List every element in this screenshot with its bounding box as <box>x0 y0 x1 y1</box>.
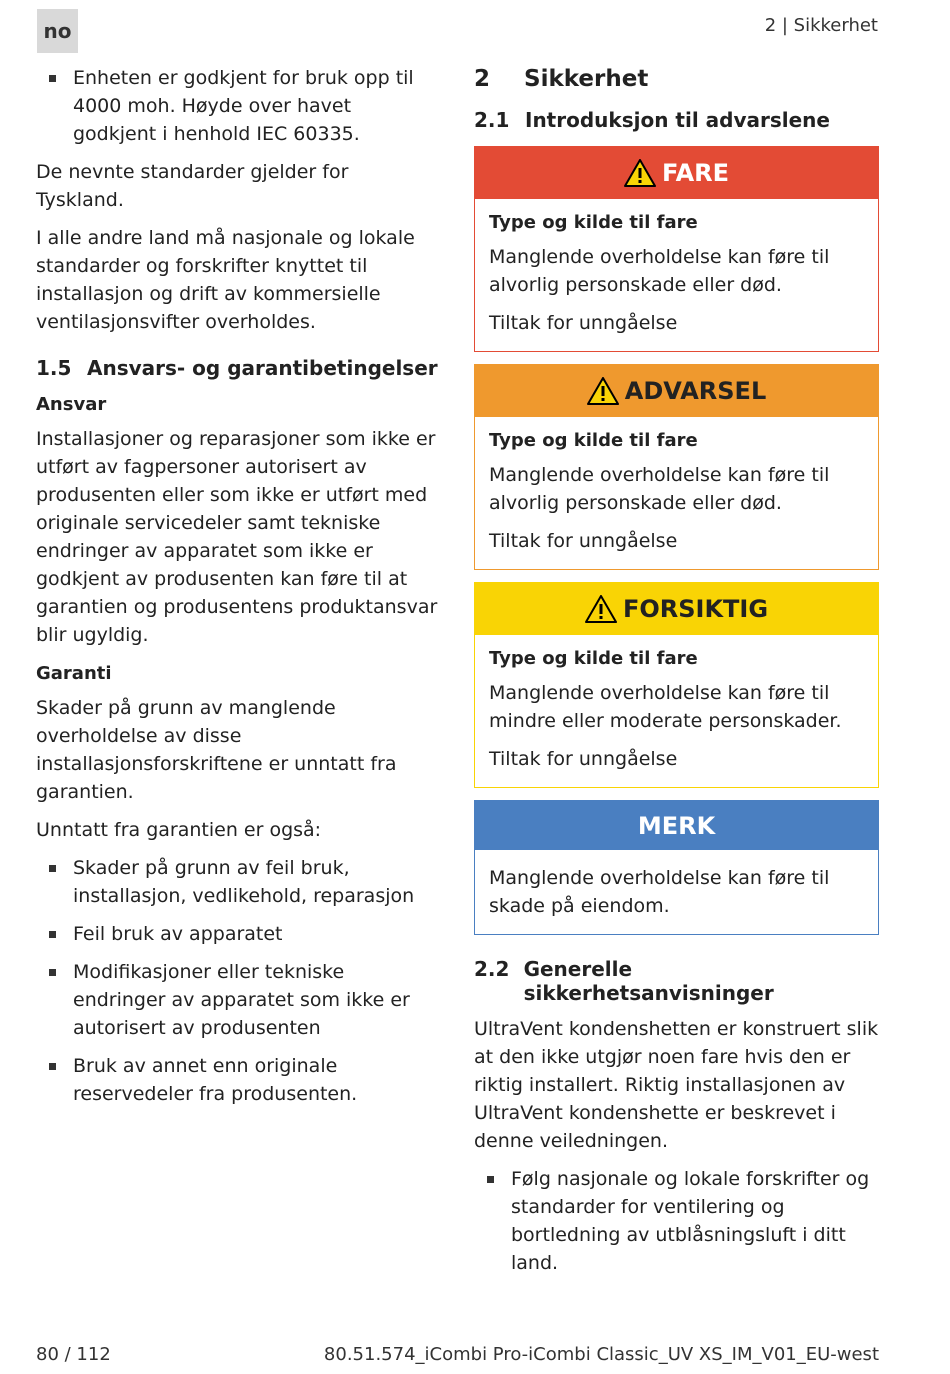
chapter-number: 2 <box>474 66 491 92</box>
warning-box-advarsel <box>474 364 879 570</box>
warning-body <box>475 199 878 351</box>
warning-triangle-icon <box>587 377 619 405</box>
document-id: 80.51.574_iCombi Pro-iCombi Classic_UV XS_IM_V01_EU-west <box>323 1344 879 1365</box>
paragraph: Installasjoner og reparasjoner som ikke er utført av fagpersoner autorisert av produsenten eller som ikke er utført med originale servicedeler samt tekniske endringer av apparatet som ikke er godkjent av produsenten kan føre til at garantien og produsentens produktansvar blir ugyldig. <box>36 428 438 646</box>
warning-header <box>475 365 878 417</box>
page-number: 80 / 112 <box>36 1344 111 1365</box>
hazard-consequence: Manglende overholdelse kan føre til alvorlig personskade eller død. <box>489 464 830 514</box>
right-column <box>474 64 879 1287</box>
chapter-title: Sikkerhet <box>524 66 649 92</box>
warning-body <box>475 417 878 569</box>
list-item: Skader på grunn av feil bruk, installasjon, vedlikehold, reparasjon <box>36 854 440 910</box>
subheading-garanti: Garanti <box>36 663 112 684</box>
garanti-list <box>36 854 440 1108</box>
section-heading-1-5 <box>36 356 440 380</box>
warning-label: FORSIKTIG <box>622 595 769 623</box>
warning-label: ADVARSEL <box>624 377 767 405</box>
list-item: Modifikasjoner eller tekniske endringer av apparatet som ikke er autorisert av produsenten <box>36 958 440 1042</box>
warning-header <box>475 147 878 199</box>
warning-label: FARE <box>661 159 730 187</box>
notice-header <box>475 801 878 850</box>
subheading-ansvar: Ansvar <box>36 394 107 415</box>
hazard-consequence: Manglende overholdelse kan føre til mindre eller moderate personskader. <box>489 682 842 732</box>
section-heading-2-1 <box>474 108 879 132</box>
notice-body <box>475 850 878 934</box>
hazard-measure: Tiltak for unngåelse <box>489 748 678 770</box>
paragraph: De nevnte standarder gjelder for Tyskland. <box>36 161 349 211</box>
warning-box-fare <box>474 146 879 352</box>
section-number: 2.1 <box>474 108 510 132</box>
intro-list <box>36 64 440 148</box>
chapter-heading <box>474 66 879 92</box>
hazard-type: Type og kilde til fare <box>489 648 698 669</box>
section-number: 2.2 <box>474 957 510 981</box>
paragraph: Skader på grunn av manglende overholdelse av disse installasjonsforskriftene er unntatt fra garantien. <box>36 697 397 803</box>
hazard-measure: Tiltak for unngåelse <box>489 312 678 334</box>
list-item: Enheten er godkjent for bruk opp til 4000 moh. Høyde over havet godkjent i henhold IEC 60335. <box>36 64 440 148</box>
section-title: Generelle sikkerhetsanvisninger <box>523 957 774 1005</box>
section-title: Ansvars- og garantibetingelser <box>87 356 438 380</box>
hazard-measure: Tiltak for unngåelse <box>489 530 678 552</box>
hazard-type: Type og kilde til fare <box>489 212 698 233</box>
warning-triangle-icon <box>624 159 656 187</box>
paragraph: UltraVent kondenshetten er konstruert slik at den ikke utgjør noen fare hvis den er riktig installert. Riktig installasjonen av UltraVent kondenshette er beskrevet i denne veiledningen. <box>474 1018 879 1152</box>
notice-label: MERK <box>637 811 716 840</box>
paragraph: Unntatt fra garantien er også: <box>36 819 322 841</box>
section-number: 1.5 <box>36 356 72 380</box>
list-item: Feil bruk av apparatet <box>36 920 440 948</box>
list-item: Bruk av annet enn originale reservedeler fra produsenten. <box>36 1052 440 1108</box>
left-column <box>36 64 440 1118</box>
warning-body <box>475 635 878 787</box>
notice-box-merk <box>474 800 879 935</box>
section-title: Introduksjon til advarslene <box>525 108 830 132</box>
language-badge: no <box>37 9 78 53</box>
paragraph: I alle andre land må nasjonale og lokale standarder og forskrifter knyttet til installasjon og drift av kommersielle ventilasjonsvifter overholdes. <box>36 227 415 333</box>
warning-box-forsiktig <box>474 582 879 788</box>
warning-header <box>475 583 878 635</box>
page-header-section: 2 | Sikkerhet <box>764 15 878 36</box>
list-item: Følg nasjonale og lokale forskrifter og standarder for ventilering og bortledning av utblåsningsluft i ditt land. <box>474 1165 879 1277</box>
notice-text: Manglende overholdelse kan føre til skade på eiendom. <box>489 867 830 917</box>
hazard-type: Type og kilde til fare <box>489 430 698 451</box>
hazard-consequence: Manglende overholdelse kan føre til alvorlig personskade eller død. <box>489 246 830 296</box>
safety-list <box>474 1165 879 1277</box>
warning-triangle-icon <box>585 595 617 623</box>
section-heading-2-2 <box>474 957 879 1005</box>
